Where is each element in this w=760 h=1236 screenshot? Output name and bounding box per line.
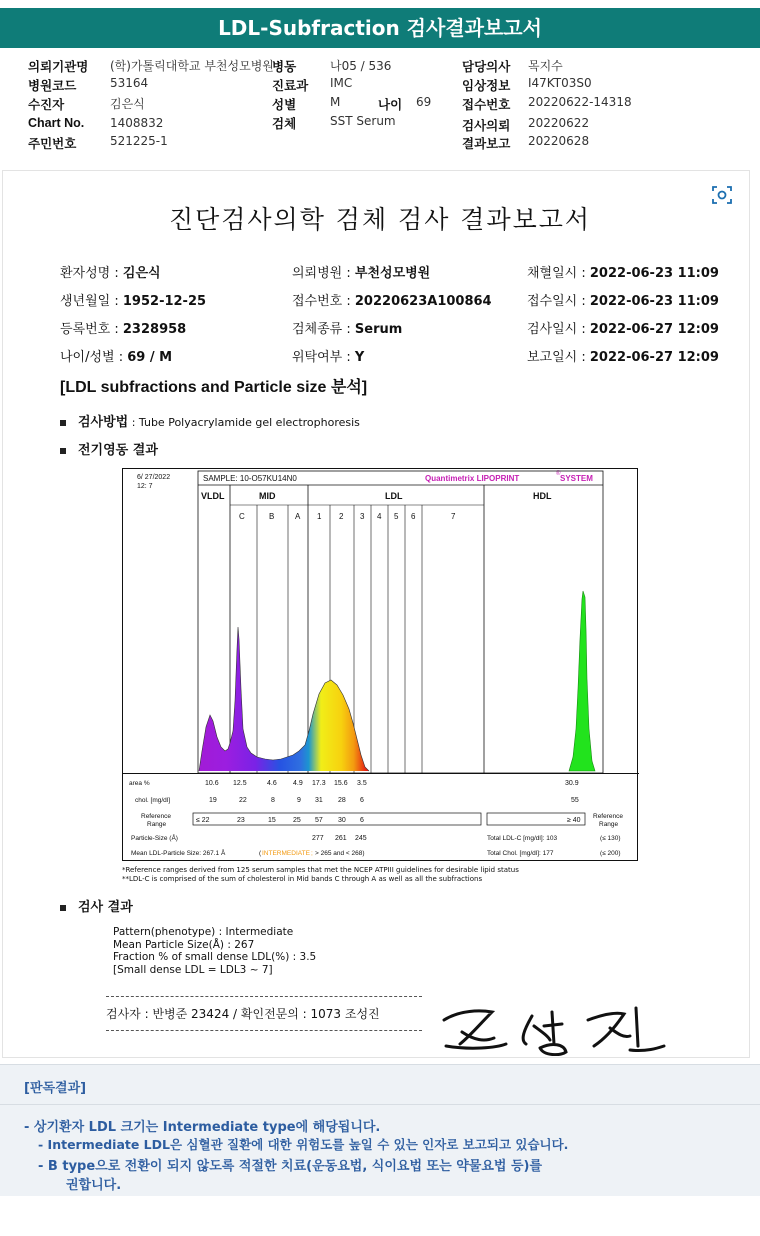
judgement-line: 권합니다. [66,1178,122,1193]
info-specimen [292,318,402,337]
section-title: [LDL subfractions and Particle size 분석] [60,379,368,396]
ref-value: ≤ 22 [196,817,210,824]
total-chol: Total Chol. [mg/dl]: 177 [487,850,554,857]
info-value: 1952-12-25 [122,294,207,309]
method-row [60,411,360,430]
info-name [60,262,161,281]
chart-brand-mark: ® [556,471,561,477]
psize-value: 245 [355,835,367,842]
info-hospital [292,262,430,281]
hdr-value: 69 [416,95,432,109]
ref-value: 57 [315,817,323,824]
info-accession [292,290,492,309]
ref-value: 15 [268,817,276,824]
band-label: 1 [317,512,322,521]
total-chol-ref: (≤ 200) [600,850,621,857]
info-value: 69 / M [127,350,173,365]
hdr-value: (학)가톨릭대학교 부천성모병원 [110,59,274,73]
chol-label: chol. [mg/dl] [135,797,171,804]
hdr-key: 의뢰기관명 [28,60,89,74]
hdr-key: 주민번호 [28,137,77,151]
sign-line [106,996,422,1031]
area-value: 15.6 [334,780,348,787]
chol-value: 9 [297,797,301,804]
hdr-value: M [330,95,341,109]
result-row [60,896,133,915]
ref-value: 23 [237,817,245,824]
group-label: LDL [385,491,403,501]
bullet-icon [60,448,66,454]
chol-value: 55 [571,797,579,804]
signature-image [440,996,670,1056]
total-ldl: Total LDL-C [mg/dl]: 103 [487,835,558,842]
psize-value: 261 [335,835,347,842]
header-info [0,54,760,158]
mean-tag: INTERMEDIATE [262,850,310,857]
ref-value: 30 [338,817,346,824]
group-label: MID [259,491,276,501]
band-label: 2 [339,512,344,521]
method-label: 검사방법 [78,415,129,430]
info-label: 채혈일시 : [527,266,590,281]
chart-date: 6/ 27/2022 [137,474,171,481]
info-value: 20220623A100864 [354,294,492,309]
result-line: Fraction % of small dense LDL(%) : 3.5 [113,951,317,963]
footnotes [122,866,519,884]
info-value: 2022-06-23 11:09 [589,294,719,309]
hdr-value: 521225-1 [110,134,168,148]
band-label: A [295,512,301,521]
info-consign [292,346,364,365]
ref-right-label: Range [599,821,619,828]
info-regno [60,318,186,337]
hdr-key: 임상정보 [462,79,511,93]
info-label: 의뢰병원 : [292,266,355,281]
chart-time: 12: 7 [137,483,153,490]
info-label: 위탁여부 : [292,350,355,365]
chol-value: 31 [315,797,323,804]
info-value: 2022-06-27 12:09 [589,350,719,365]
ref-right-label: Reference [593,813,623,820]
hdr-key: 나이 [378,98,403,112]
hdr-key: 결과보고 [462,137,511,151]
sign-text: 검사자 : 반병준 23424 / 확인전문의 : 1073 조성진 [106,1007,380,1021]
ref-value: 25 [293,817,301,824]
info-value: 2022-06-23 11:09 [589,266,719,281]
band-label: 3 [360,512,365,521]
ldl-spectrum [199,627,369,771]
chol-value: 8 [271,797,275,804]
chart-brand-tail: SYSTEM [560,474,593,483]
hdl-peak [569,591,595,771]
hdr-key: 접수번호 [462,98,511,112]
info-tested [527,318,719,337]
info-label: 나이/성별 : [60,350,128,365]
judgement-line: - B type으로 전환이 되지 않도록 적절한 치료(운동요법, 식이요법 또는 약물요법 등)를 [38,1159,543,1174]
bullet-icon [60,420,66,426]
banner-title: LDL-Subfraction 검사결과보고서 [218,16,542,40]
result-block [113,926,316,976]
hdr-value: 20220628 [528,134,590,148]
band-label: 6 [411,512,416,521]
hdr-key: 진료과 [272,79,309,93]
electro-label: 전기영동 결과 [78,443,158,458]
hdr-key: 수진자 [28,98,65,112]
mean-size: Mean LDL-Particle Size: 267.1 Å [131,850,226,857]
judgement-line: - Intermediate LDL은 심혈관 질환에 대한 위험도를 높일 수 있는 인자로 보고되고 있습니다. [38,1137,569,1152]
info-reported [527,346,719,365]
plot-frame [198,471,603,773]
hdr-key: 성별 [272,98,297,112]
area-value: 12.5 [233,780,247,787]
info-label: 생년월일 : [60,294,123,309]
info-value: 2328958 [122,322,187,337]
area-value: 4.9 [293,780,303,787]
hdr-key: 병원코드 [28,79,77,93]
footnote: **LDL-C is comprised of the sum of cholesterol in Mid bands C through A as well as all the subfractions [122,875,483,883]
band-label: C [239,512,245,521]
area-label: area % [129,780,150,787]
info-label: 환자성명 : [60,266,123,281]
report-title: 진단검사의학 검체 검사 결과보고서 [168,205,592,234]
area-value: 17.3 [312,780,326,787]
hdr-value: 1408832 [110,116,164,130]
method-value: : Tube Polyacrylamide gel electrophoresis [128,416,360,429]
band-label: 5 [394,512,399,521]
info-label: 보고일시 : [527,350,590,365]
info-received [527,290,719,309]
hdr-value: 53164 [110,76,149,90]
hdr-value: IMC [330,76,353,90]
ref-value: 6 [360,817,364,824]
info-value: Y [354,350,365,365]
footnote: *Reference ranges derived from 125 serum samples that met the NCEP ATPIII guidelines for desirable lipid status [122,866,519,874]
info-value: 2022-06-27 12:09 [589,322,719,337]
electrophoresis-chart [122,468,638,861]
band-label: 4 [377,512,382,521]
result-line: [Small dense LDL = LDL3 ~ 7] [113,963,273,976]
mean-tail: > 265 and < 268) [315,850,365,857]
mean-sep: ; [311,850,313,857]
group-label: VLDL [201,491,225,501]
bullet-icon [60,905,66,911]
area-value: 30.9 [565,780,579,787]
hdr-key: Chart No. [28,116,85,130]
hdr-value: 20220622 [528,116,590,130]
info-age-sex [60,346,172,365]
chol-value: 6 [360,797,364,804]
info-label: 접수일시 : [527,294,590,309]
hdr-key: 검사의뢰 [462,119,511,133]
hdr-key: 담당의사 [462,60,511,74]
psize-value: 277 [312,835,324,842]
result-label: 검사 결과 [78,900,133,915]
judgement-line: - 상기환자 LDL 크기는 Intermediate type에 해당됩니다. [24,1120,381,1135]
band-label: B [269,512,275,521]
area-value: 4.6 [267,780,277,787]
judgement-title: [판독결과] [24,1081,87,1096]
band-label: 7 [451,512,456,521]
judgement-header [0,1064,760,1104]
info-label: 검체종류 : [292,322,355,337]
result-line: Mean Particle Size(Å) : 267 [113,938,255,951]
area-value: 10.6 [205,780,219,787]
result-line: Pattern(phenotype) : Intermediate [113,926,294,938]
total-ldl-ref: (≤ 130) [600,835,621,842]
info-label: 접수번호 : [292,294,355,309]
info-value: 부천성모병원 [354,266,431,281]
hdr-value: 목지수 [528,59,563,73]
info-value: Serum [354,322,403,337]
chart-brand: Quantimetrix LIPOPRINT [425,474,520,483]
group-label: HDL [533,491,552,501]
hdr-key: 검체 [272,117,297,131]
electro-row [60,439,158,458]
hdr-value: SST Serum [330,114,396,128]
ref-label: Range [147,821,167,828]
mean-bracket: ( [259,850,262,857]
hdr-value: 김은식 [110,97,145,111]
page-banner [0,8,760,48]
info-label: 등록번호 : [60,322,123,337]
ref-label: Reference [141,813,171,820]
info-birth [60,290,206,309]
chart-sample: SAMPLE: 10-O57KU14N0 [203,474,297,483]
chol-value: 22 [239,797,247,804]
info-label: 검사일시 : [527,322,590,337]
psize-label: Particle-Size (Å) [131,835,178,842]
hdr-value: I47KT03S0 [528,76,592,90]
chol-value: 28 [338,797,346,804]
info-value: 김은식 [122,266,161,281]
table-rule [123,773,639,774]
hdr-key: 병동 [272,60,297,74]
area-value: 3.5 [357,780,367,787]
hdr-value: 20220622-14318 [528,95,632,109]
ref-hdl: ≥ 40 [567,817,581,824]
chol-value: 19 [209,797,217,804]
hdr-value: 나05 / 536 [330,59,392,73]
info-collect [527,262,719,281]
